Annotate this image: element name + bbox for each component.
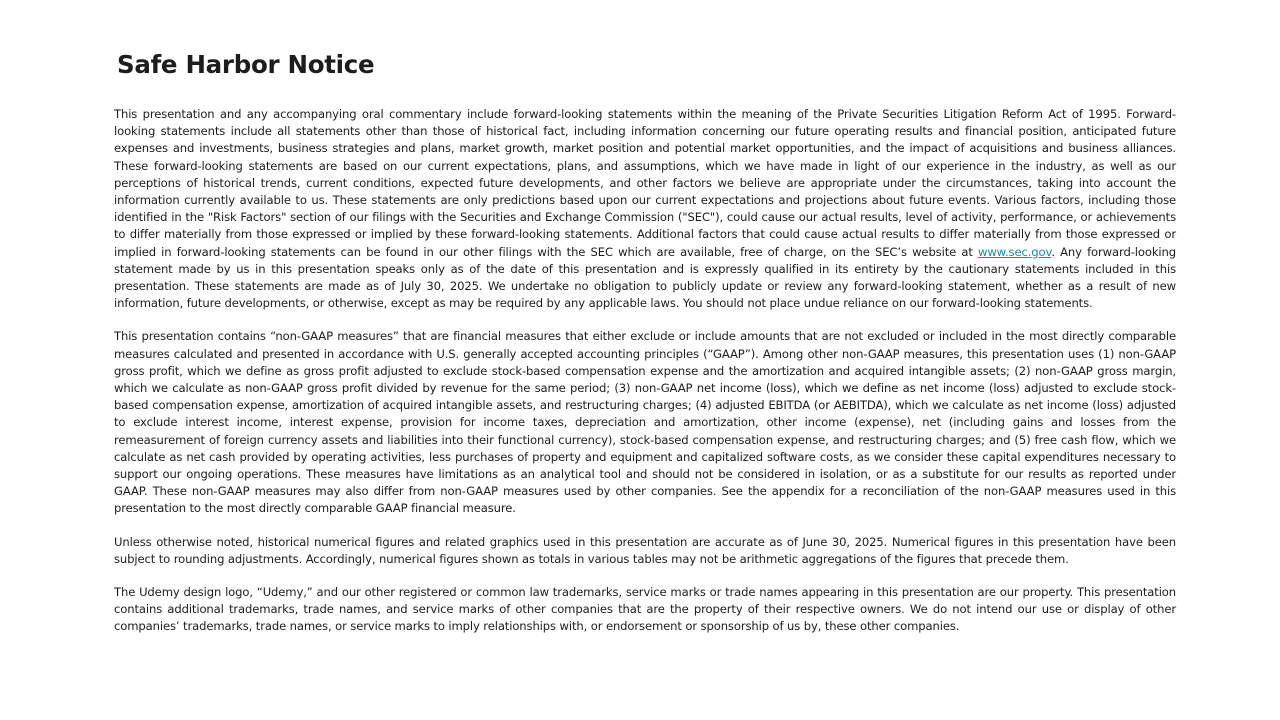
- page-title: Safe Harbor Notice: [117, 50, 375, 79]
- notice-body: [114, 106, 1176, 652]
- paragraph-forward-looking: [114, 106, 1176, 312]
- paragraph-numerical-figures: Unless otherwise noted, historical numerical figures and related graphics used in this presentation are accurate as of June 30, 2025. Numerical figures in this presentation have been subject to rounding adjustments. Accordingly, numerical figures shown as totals in various tables may not be arithmetic aggregations of the figures that precede them.: [114, 534, 1176, 566]
- paragraph-forward-looking-text-after-link: . Any forward-looking statement made by us in this presentation speaks only as of the date of this presentation and is expressly qualified in its entirety by the cautionary statements included in this presentation. These statements are made as of July 30, 2025. We undertake no obligation to publicly update or review any forward-looking statement, whether as a result of new information, future developments, or otherwise, except as may be required by any applicable laws. You should not place undue reliance on our forward-looking statements.: [114, 244, 1176, 311]
- sec-website-link[interactable]: www.sec.gov: [977, 244, 1052, 259]
- paragraph-forward-looking-text-before-link: This presentation and any accompanying oral commentary include forward-looking statements within the meaning of the Private Securities Litigation Reform Act of 1995. Forward-looking statements include all statements other than those of historical fact, including information concerning our future operating results and financial position, anticipated future expenses and investments, business strategies and plans, market growth, market position and potential market opportunities, and the impact of acquisitions and business alliances. These forward-looking statements are based on our current expectations, plans, and assumptions, which we have made in light of our experience in the industry, as well as our perceptions of historical trends, current conditions, expected future developments, and other factors we believe are appropriate under the circumstances, taking into account the information currently available to us. These statements are only predictions based upon our current expectations and projections about future events. Various factors, including those identified in the "Risk Factors" section of our filings with the Securities and Exchange Commission ("SEC"), could cause our actual results, level of activity, performance, or achievements to differ materially from those expressed or implied by these forward-looking statements. Additional factors that could cause actual results to differ materially from those expressed or implied in forward-looking statements can be found in our other filings with the SEC which are available, free of charge, on the SEC’s website at: [114, 107, 1176, 259]
- paragraph-trademarks: The Udemy design logo, “Udemy,” and our other registered or common law trademarks, service marks or trade names appearing in this presentation are our property. This presentation contains additional trademarks, trade names, and service marks of other companies that are the property of their respective owners. We do not intend our use or display of other companies’ trademarks, trade names, or service marks to imply relationships with, or endorsement or sponsorship of us by, these other companies.: [114, 585, 1176, 634]
- paragraph-non-gaap: This presentation contains “non-GAAP measures” that are financial measures that either exclude or include amounts that are not excluded or included in the most directly comparable measures calculated and presented in accordance with U.S. generally accepted accounting principles (“GAAP”). Among other non-GAAP measures, this presentation uses (1) non-GAAP gross profit, which we define as gross profit adjusted to exclude stock-based compensation expense and the amortization and acquired intangible assets; (2) non-GAAP gross margin, which we calculate as non-GAAP gross profit divided by revenue for the same period; (3) non-GAAP net income (loss), which we define as net income (loss) adjusted to exclude stock-based compensation expense, amortization of acquired intangible assets, and restructuring charges; (4) adjusted EBITDA (or AEBITDA), which we calculate as net income (loss) adjusted to exclude interest income, interest expense, provision for income taxes, depreciation and amortization, other income (expense), net (including gains and losses from the remeasurement of foreign currency assets and liabilities into their functional currency), stock-based compensation expense, and restructuring charges; and (5) free cash flow, which we calculate as net cash provided by operating activities, less purchases of property and equipment and capitalized software costs, as we consider these capital expenditures necessary to support our ongoing operations. These measures have limitations as an analytical tool and should not be considered in isolation, or as a substitute for our results as reported under GAAP. These non-GAAP measures may also differ from non-GAAP measures used by other companies. See the appendix for a reconciliation of the non-GAAP measures used in this presentation to the most directly comparable GAAP financial measure.: [114, 329, 1176, 516]
